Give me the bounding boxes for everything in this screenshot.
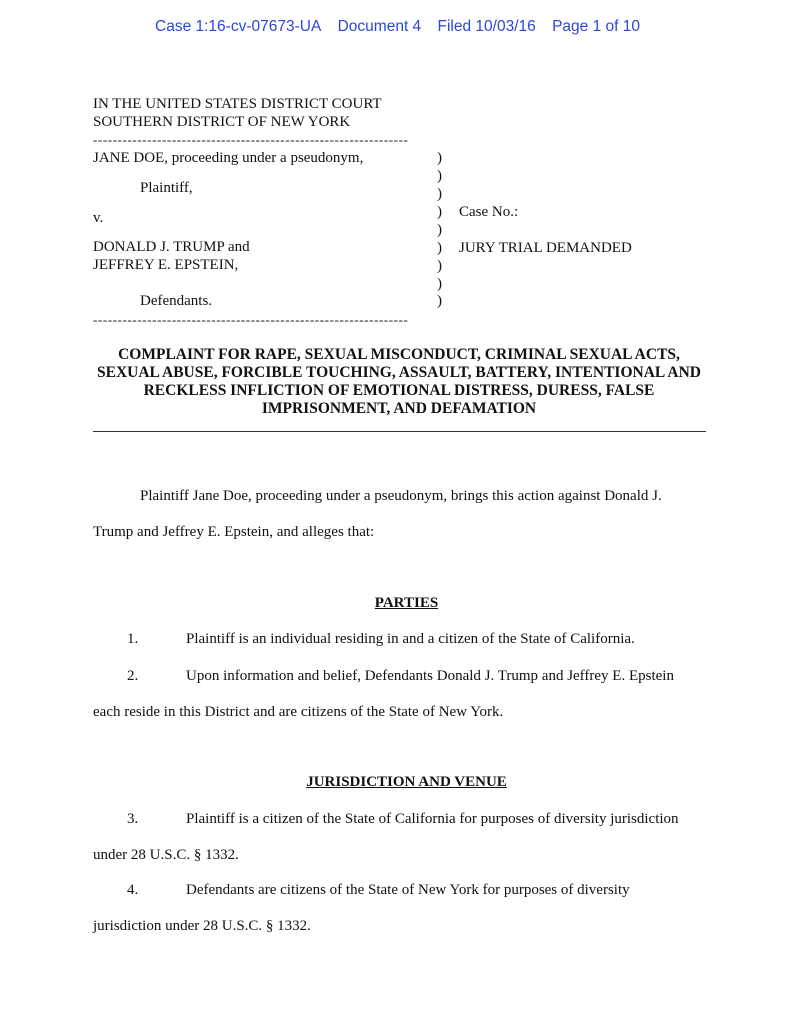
paragraph-text: Upon information and belief, Defendants Donald J. Trump and Jeffrey E. Epstein: [186, 668, 674, 684]
defendant-role: Defendants.: [140, 293, 213, 309]
section-heading-parties: PARTIES: [374, 595, 439, 611]
case-number: Case 1:16-cv-07673-UA: [155, 18, 322, 35]
court-line-1: IN THE UNITED STATES DISTRICT COURT: [93, 96, 382, 112]
paragraph-text-continued: jurisdiction under 28 U.S.C. § 1332.: [93, 918, 311, 934]
paragraph-text: Defendants are citizens of the State of New York for purposes of diversity: [186, 882, 630, 898]
section-heading-jurisdiction: JURISDICTION AND VENUE: [306, 774, 507, 790]
intro-line-2: Trump and Jeffrey E. Epstein, and alleges that:: [93, 524, 375, 540]
versus: v.: [93, 210, 104, 226]
caption-dashes-top: ----------------------------------------------------------------: [93, 132, 409, 147]
paragraph-number: 3.: [127, 811, 139, 827]
caption-paren: ): [437, 240, 442, 256]
caption-paren: ): [437, 222, 442, 238]
intro-line-1: Plaintiff Jane Doe, proceeding under a pseudonym, brings this action against Donald J.: [140, 488, 662, 504]
paragraph-text: Plaintiff is a citizen of the State of California for purposes of diversity jurisdiction: [186, 811, 679, 827]
caption-paren: ): [437, 204, 442, 220]
caption-paren: ): [437, 276, 442, 292]
paragraph-text: Plaintiff is an individual residing in and a citizen of the State of California.: [186, 631, 635, 647]
title-rule: [93, 431, 706, 432]
defendant-line-2: JEFFREY E. EPSTEIN,: [93, 257, 239, 273]
plaintiff-line: JANE DOE, proceeding under a pseudonym,: [93, 150, 364, 166]
plaintiff-role: Plaintiff,: [140, 180, 193, 196]
court-line-2: SOUTHERN DISTRICT OF NEW YORK: [93, 114, 351, 130]
caption-paren: ): [437, 258, 442, 274]
document-number: Document 4: [337, 18, 422, 35]
case-no-label: Case No.:: [459, 204, 519, 220]
caption-paren: ): [437, 150, 442, 166]
caption-paren: ): [437, 293, 442, 309]
caption-paren: ): [437, 186, 442, 202]
filed-date: Filed 10/03/16: [437, 18, 536, 35]
paragraph-number: 2.: [127, 668, 139, 684]
caption-paren: ): [437, 168, 442, 184]
filing-header: [0, 18, 795, 36]
page-indicator: Page 1 of 10: [552, 18, 640, 35]
paragraph-number: 1.: [127, 631, 139, 647]
complaint-title: COMPLAINT FOR RAPE, SEXUAL MISCONDUCT, CRIMINAL SEXUAL ACTS, SEXUAL ABUSE, FORCIBLE TOUCHING, ASSAULT, BATTERY, INTENTIONAL AND RECKLESS INFLICTION OF EMOTIONAL DISTRESS, DURESS, FALSE IMPRISONMENT, AND DEFAMATION: [96, 346, 701, 417]
paragraph-text-continued: each reside in this District and are citizens of the State of New York.: [93, 704, 504, 720]
paragraph-number: 4.: [127, 882, 139, 898]
jury-demand: JURY TRIAL DEMANDED: [459, 240, 632, 256]
paragraph-text-continued: under 28 U.S.C. § 1332.: [93, 847, 239, 863]
defendant-line-1: DONALD J. TRUMP and: [93, 239, 250, 255]
caption-dashes-bottom: ----------------------------------------------------------------: [93, 312, 409, 327]
